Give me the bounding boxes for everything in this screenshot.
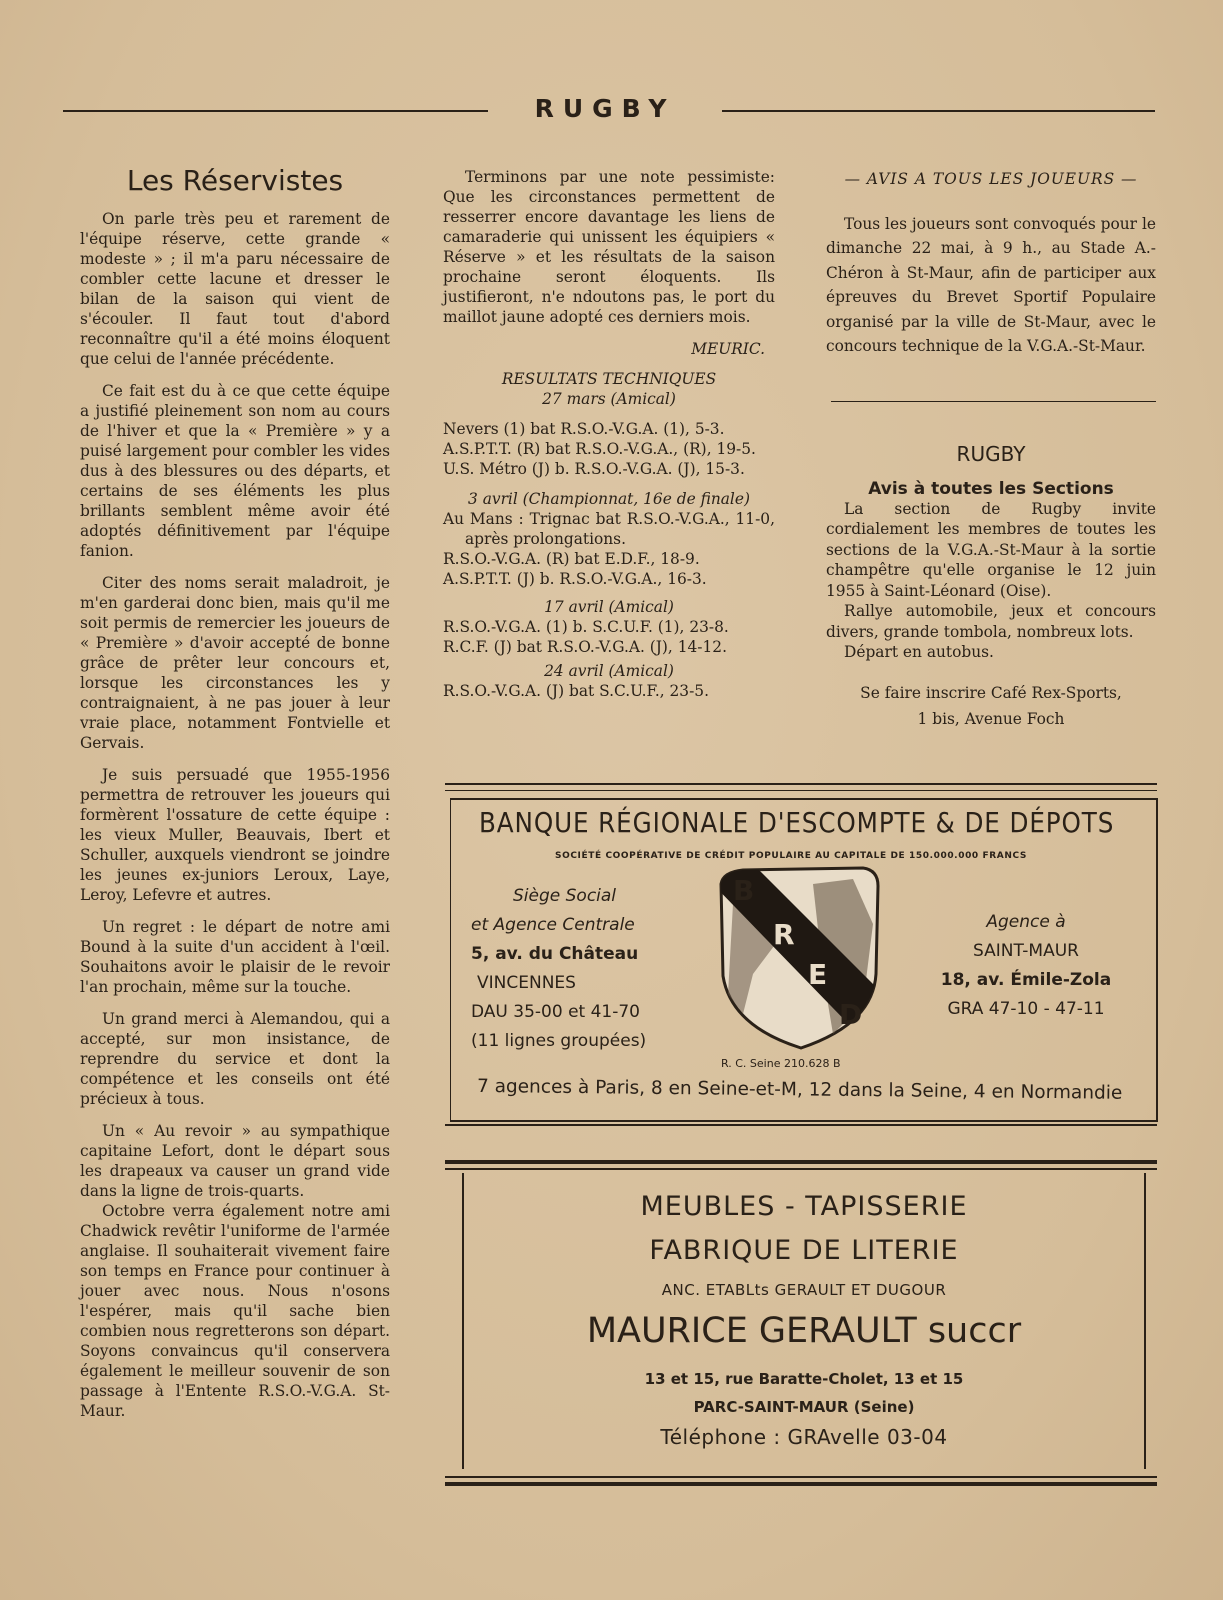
article-paragraph: Ce fait est du à ce que cette équipe a justifié pleinement son nom au cours de l'hiver et que la « Première » y a puisé largement pour combler les vides dus à des blessures ou des départs, et certains de ses éléments les plus brillants semblent même avoir été adoptés définitivement par l'équipe fanion. <box>80 382 390 560</box>
bred-logo-letter: R <box>773 918 795 951</box>
article-paragraph: Je suis persuadé que 1955-1956 permettra de retrouver les joueurs qui formèrent l'ossature de cette équipe : les vieux Muller, Beauvais, Ibert et Schuller, auxquels viendront se joindre les jeunes ex-juniors Leroux, Laye, Leroy, Lefevre et autres. <box>80 766 390 904</box>
article-title: Les Réservistes <box>126 164 344 197</box>
meubles-city: PARC-SAINT-MAUR (Seine) <box>693 1398 915 1416</box>
meubles-line: MEUBLES - TAPISSERIE <box>640 1191 968 1222</box>
bred-agencies: 7 agences à Paris, 8 en Seine-et-M, 12 dans la Seine, 4 en Normandie <box>476 1076 1123 1104</box>
results-date: 27 mars (Amical) <box>542 390 676 408</box>
result-line: Au Mans : Trignac bat R.S.O.-V.G.A., 11-0, après prolongations. <box>443 510 775 548</box>
bred-left-line: (11 lignes groupées) <box>471 1031 647 1051</box>
article-paragraph: Un regret : le départ de notre ami Bound à la suite d'un accident à l'œil. Souhaitons avoir le plaisir de le revoir l'an prochain, même sur la touche. <box>80 918 390 996</box>
notice-text: Rallye automobile, jeux et concours divers, grande tombola, nombreux lots. <box>826 602 1156 641</box>
notice-subtitle: Avis à toutes les Sections <box>868 478 1114 499</box>
article-paragraph: On parle très peu et rarement de l'équipe réserve, cette grande « modeste » ; il m'a paru nécessaire de combler cette lacune et dresser le bilan de la saison qui vient de s'écouler. Il faut tout d'abord reconnaître qu'il a été moins éloquent que celui de l'année précédente. <box>80 210 390 368</box>
meubles-phone: Téléphone : GRAvelle 03-04 <box>660 1425 948 1449</box>
bred-subtitle: SOCIÉTÉ COOPÉRATIVE DE CRÉDIT POPULAIRE AU CAPITALE DE 150.000.000 FRANCS <box>555 851 1027 861</box>
bred-left-line: et Agence Centrale <box>471 915 635 935</box>
bred-logo-letter: B <box>733 874 755 907</box>
results-date: 17 avril (Amical) <box>544 598 674 616</box>
notice-title: — AVIS A TOUS LES JOUEURS — <box>844 170 1138 188</box>
bred-head-office <box>471 882 681 1056</box>
meubles-name: MAURICE GERAULT succr <box>586 1311 1022 1351</box>
article-reservistes <box>80 164 390 1433</box>
result-line: R.S.O.-V.G.A. (R) bat E.D.F., 18-9. <box>443 550 700 568</box>
article-paragraph: Terminons par une note pessimiste: Que les circonstances permettent de resserrer encore davantage les liens de camaraderie qui unissent les équipiers « Réserve » et les résultats de la saison prochaine seront éloquents. Ils justifieront, n'e ndoutons pas, le port du maillot jaune adopté ces derniers mois. <box>443 168 775 326</box>
author-signature: MEURIC. <box>691 340 765 358</box>
result-line: R.C.F. (J) bat R.S.O.-V.G.A. (J), 14-12. <box>443 638 727 656</box>
result-line: R.S.O.-V.G.A. (J) bat S.C.U.F., 23-5. <box>443 682 709 700</box>
bred-logo-letter: D <box>839 998 863 1031</box>
meubles-line: FABRIQUE DE LITERIE <box>649 1235 959 1266</box>
notice-text: 1 bis, Avenue Foch <box>917 710 1065 728</box>
bred-left-line: DAU 35-00 et 41-70 <box>471 1002 640 1022</box>
ad-rule <box>445 1482 1157 1486</box>
article-paragraph: Octobre verra également notre ami Chadwick revêtir l'uniforme de l'armée anglaise. Il souhaiterait vivement faire son temps en France pour continuer à jouer avec nous. Nous n'osons l'espérer, mais qu'il sache bien combien nous regretterons son départ. Soyons convaincus qu'il conservera également le meilleur souvenir de son passage à l'Entente R.S.O.-V.G.A. St-Maur. <box>80 1202 390 1420</box>
results-date: 24 avril (Amical) <box>544 662 674 680</box>
meubles-line: ANC. ETABLts GERAULT ET DUGOUR <box>661 1281 947 1299</box>
bred-right-line: SAINT-MAUR <box>973 941 1079 961</box>
article-paragraph: Un « Au revoir » au sympathique capitaine Lefort, dont le départ sous les drapeaux va causer un grand vide dans la ligne de trois-quarts. <box>80 1122 390 1200</box>
ad-rule <box>445 783 1157 785</box>
bred-left-line: VINCENNES <box>477 973 576 993</box>
bred-right-line: GRA 47-10 - 47-11 <box>947 999 1105 1019</box>
bred-logo-letter: E <box>808 958 828 991</box>
notices-column <box>826 167 1156 730</box>
article-paragraph: Un grand merci à Alemandou, qui a accepté, sur mon insistance, de reprendre du service et dont la compétence et les conseils ont été précieux à tous. <box>80 1010 390 1108</box>
bred-left-line: Siège Social <box>513 886 617 906</box>
bred-left-line: 5, av. du Château <box>471 944 639 964</box>
result-line: U.S. Métro (J) b. R.S.O.-V.G.A. (J), 15-3. <box>443 460 745 478</box>
notice-section-title: RUGBY <box>956 442 1026 466</box>
notice-text: La section de Rugby invite cordialement les membres de toutes les sections de la V.G.A.-St-Maur à la sortie champêtre qu'elle organise le 12 juin 1955 à Saint-Léonard (Oise). <box>826 499 1156 600</box>
result-line: A.S.P.T.T. (J) b. R.S.O.-V.G.A., 16-3. <box>443 570 707 588</box>
header-rule-right <box>722 110 1155 112</box>
result-line: A.S.P.T.T. (R) bat R.S.O.-V.G.A., (R), 19-5. <box>443 440 756 458</box>
bred-title: BANQUE RÉGIONALE D'ESCOMPTE & DE DÉPOTS <box>479 806 1115 839</box>
results-title: RESULTATS TECHNIQUES <box>501 370 717 388</box>
meubles-address: 13 et 15, rue Baratte-Cholet, 13 et 15 <box>644 1370 964 1388</box>
notice-text: Se faire inscrire Café Rex-Sports, <box>860 683 1122 702</box>
ad-rule <box>445 1124 1157 1126</box>
result-line: Nevers (1) bat R.S.O.-V.G.A. (1), 5-3. <box>443 420 725 438</box>
ad-rule <box>445 1160 1157 1164</box>
bred-registration: R. C. Seine 210.628 B <box>721 1057 841 1070</box>
meubles-advertisement <box>462 1173 1146 1469</box>
divider <box>831 401 1156 403</box>
bred-right-line: 18, av. Émile-Zola <box>940 970 1112 990</box>
ad-rule <box>445 1476 1157 1478</box>
ad-rule <box>445 1168 1157 1170</box>
section-header-title: RUGBY <box>534 94 676 123</box>
notice-text: Départ en autobus. <box>844 643 994 661</box>
bred-right-line: Agence à <box>986 912 1066 932</box>
bred-advertisement <box>450 798 1158 1122</box>
results-date: 3 avril (Championnat, 16e de finale) <box>468 490 750 508</box>
article-paragraph: Citer des noms serait maladroit, je m'en garderai donc bien, mais qu'il me soit permis de remercier les joueurs de « Première » d'avoir accepté de bonne grâce de prêter leur concours et, lorsque les circonstances les y contraignaient, à ne pas jouer à leur vraie place, notamment Fontvielle et Gervais. <box>80 574 390 752</box>
result-line: R.S.O.-V.G.A. (1) b. S.C.U.F. (1), 23-8. <box>443 618 729 636</box>
article-continuation <box>443 167 775 701</box>
header-rule-left <box>63 110 488 112</box>
notice-text: Tous les joueurs sont convoqués pour le dimanche 22 mai, à 9 h., au Stade A.-Chéron à St-Maur, afin de participer aux épreuves du Brevet Sportif Populaire organisé par la ville de St-Maur, avec le concours technique de la V.G.A.-St-Maur. <box>826 214 1156 355</box>
bred-branch-office <box>911 908 1141 1024</box>
ad-rule <box>445 790 1157 791</box>
bred-shield-logo <box>713 864 883 1052</box>
